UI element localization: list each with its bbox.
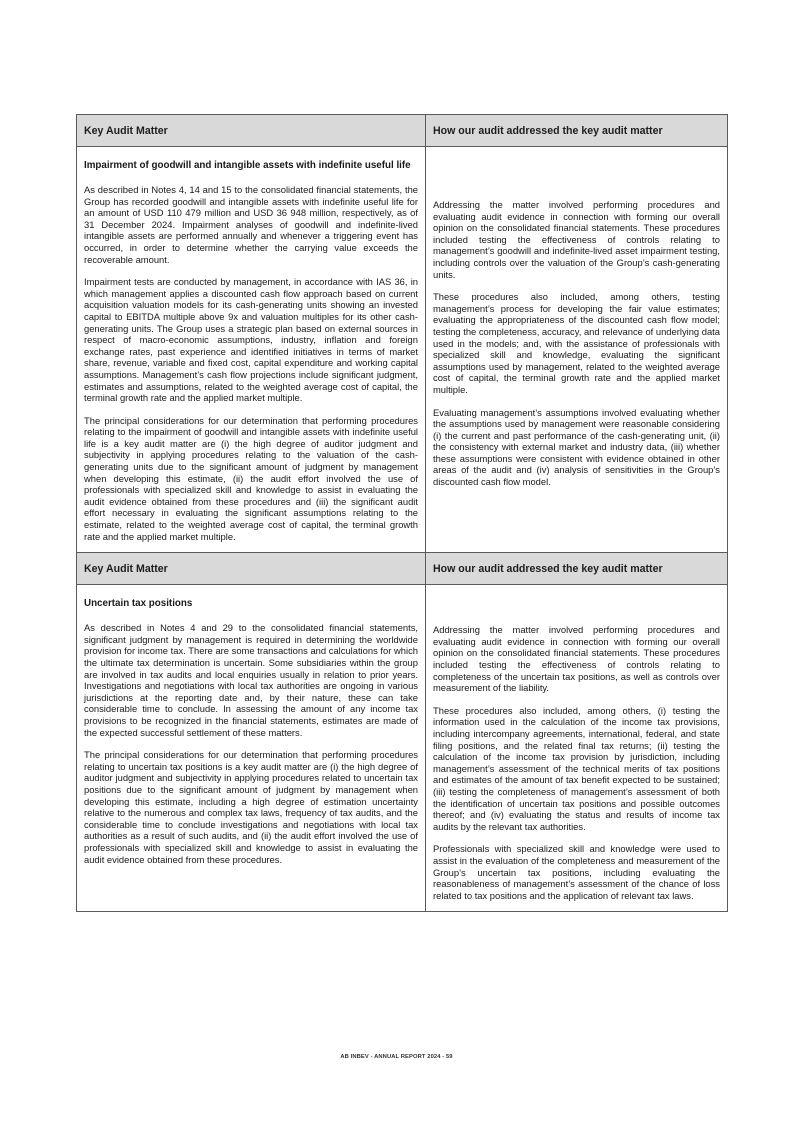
header-key-audit-matter: Key Audit Matter	[77, 553, 426, 584]
audit-response-goodwill	[426, 147, 727, 552]
matter-title: Uncertain tax positions	[84, 598, 193, 610]
paragraph: Professionals with specialized skill and knowledge were used to assist in the evaluation of the completeness and measurement of the Group’s uncertain tax positions, including evaluating the reasonableness of management’s assessment of the chance of loss related to tax positions and the application of relevant tax laws.	[433, 843, 720, 901]
audit-response-tax	[426, 585, 727, 911]
matter-row-tax	[77, 585, 727, 911]
paragraph: The principal considerations for our determination that performing procedures relating to the impairment of goodwill and intangible assets with indefinite useful life is a key audit matter are (i) the high degree of auditor judgment and subjectivity in applying procedures relating to the valuation of the cash-generating units due to the significant amount of judgment by management when developing this estimate, (ii) the audit effort involved the use of professionals with specialized skill and knowledge to assist in evaluating the audit evidence obtained from these procedures and (iii) the significant audit effort necessary in evaluating the significant assumptions relating to the estimate, related to the weighted average cost of capital, the terminal growth rate and the applied market multiple.	[84, 414, 418, 542]
matter-description-tax	[77, 585, 426, 911]
matter-title: Impairment of goodwill and intangible assets with indefinite useful life	[84, 160, 411, 171]
paragraph: Evaluating management’s assumptions involved evaluating whether the assumptions used by management were reasonable considering (i) the current and past performance of the cash-generating unit, (ii) the consistency with external market and industry data, (iii) whether these assumptions were consistent with evidence obtained in other areas of the audit and (iv) analysis of sensitivities in the Group’s discounted cash flow model.	[433, 406, 720, 488]
table-header-row	[77, 552, 727, 585]
page-footer: AB INBEV - ANNUAL REPORT 2024 - 59	[340, 1054, 453, 1060]
paragraph: Addressing the matter involved performing procedures and evaluating audit evidence in connection with forming our overall opinion on the consolidated financial statements. These procedures included testing the effectiveness of controls relating to management’s goodwill and indefinite-lived asset impairment testing, including controls over the valuation of the Group’s cash-generating units.	[433, 199, 720, 280]
matter-row-goodwill	[77, 147, 727, 552]
header-how-addressed: How our audit addressed the key audit matter	[433, 562, 663, 575]
table-header-row	[77, 115, 727, 147]
paragraph: As described in Notes 4, 14 and 15 to the consolidated financial statements, the Group has recorded goodwill and intangible assets with indefinite useful life for an amount of USD 110 479 million and USD 36 948 million, respectively, as of 31 December 2024. Impairment analyses of goodwill and indefinite-lived intangible assets are performed annually and whenever a triggering event has occurred, in order to determine whether the carrying value exceeds the recoverable amount.	[84, 184, 418, 265]
header-how-addressed: How our audit addressed the key audit matter	[433, 124, 663, 137]
matter-description-goodwill	[77, 147, 426, 552]
paragraph: Impairment tests are conducted by management, in accordance with IAS 36, in which management applies a discounted cash flow approach based on current acquisition valuation models for its cash-generating units showing an invested capital to EBITDA multiple above 9x and valuation multiples for its other cash-generating units. The Group uses a strategic plan based on external sources in respect of macro-economic assumptions, industry, inflation and foreign exchange rates, past experience and identified initiatives in terms of market share, revenue, variable and fixed cost, capital expenditure and working capital assumptions. Management’s cash flow projections include significant judgment, estimates and assumptions, related to the weighted average cost of capital, the terminal growth rate and the applied market multiple.	[84, 276, 418, 404]
paragraph: As described in Notes 4 and 29 to the consolidated financial statements, significant judgment by management is required in determining the worldwide provision for income tax. There are some transactions and calculations for which the ultimate tax determination is uncertain. Some subsidiaries within the group are involved in tax audits and local enquiries usually in relation to prior years. Investigations and negotiations with local tax authorities are ongoing in various jurisdictions at the reporting date and, by their nature, these can take considerable time to conclude. In assessing the amount of any income tax provisions to be recognized in the financial statements, estimates are made of the expected successful settlement of these matters.	[84, 622, 418, 738]
key-audit-matters-table	[76, 114, 728, 912]
paragraph: Addressing the matter involved performing procedures and evaluating audit evidence in connection with forming our overall opinion on the consolidated financial statements. These procedures included testing the effectiveness of controls relating to completeness of the uncertain tax positions, as well as controls over measurement of the liability.	[433, 624, 720, 694]
paragraph: These procedures also included, among others, (i) testing the information used in the calculation of the income tax provisions, including intercompany agreements, international, federal, and state filing positions, and the related final tax returns; (ii) testing the calculation of the income tax provision by jurisdiction, including management’s assessment of the technical merits of tax positions and estimates of the amount of tax benefit expected to be sustained; (iii) testing the completeness of management’s assessment of both the identification of uncertain tax positions and possible outcomes thereof; and (iv) evaluating the status and results of income tax audits by the relevant tax authorities.	[433, 704, 720, 832]
paragraph: These procedures also included, among others, testing management’s process for developing the fair value estimates; evaluating the appropriateness of the discounted cash flow model; testing the completeness, accuracy, and relevance of underlying data used in the models; and, with the assistance of professionals with specialized skill and knowledge, evaluating the significant assumptions used by management, related to the weighted average cost of capital, the terminal growth rate and the applied market multiple.	[433, 291, 720, 395]
paragraph: The principal considerations for our determination that performing procedures relating to uncertain tax positions is a key audit matter are (i) the high degree of auditor judgment and subjectivity in applying procedures related to uncertain tax positions due to the significant amount of judgment by management when developing this estimate, including a high degree of estimation uncertainty relative to the numerous and complex tax laws, frequency of tax audits, and the considerable time to conclude investigations and negotiations with local tax authorities as a result of such audits, and (ii) the audit effort involved the use of professionals with specialized skill and knowledge to assist in evaluating the audit evidence obtained from these procedures.	[84, 749, 418, 865]
header-key-audit-matter: Key Audit Matter	[77, 115, 426, 146]
